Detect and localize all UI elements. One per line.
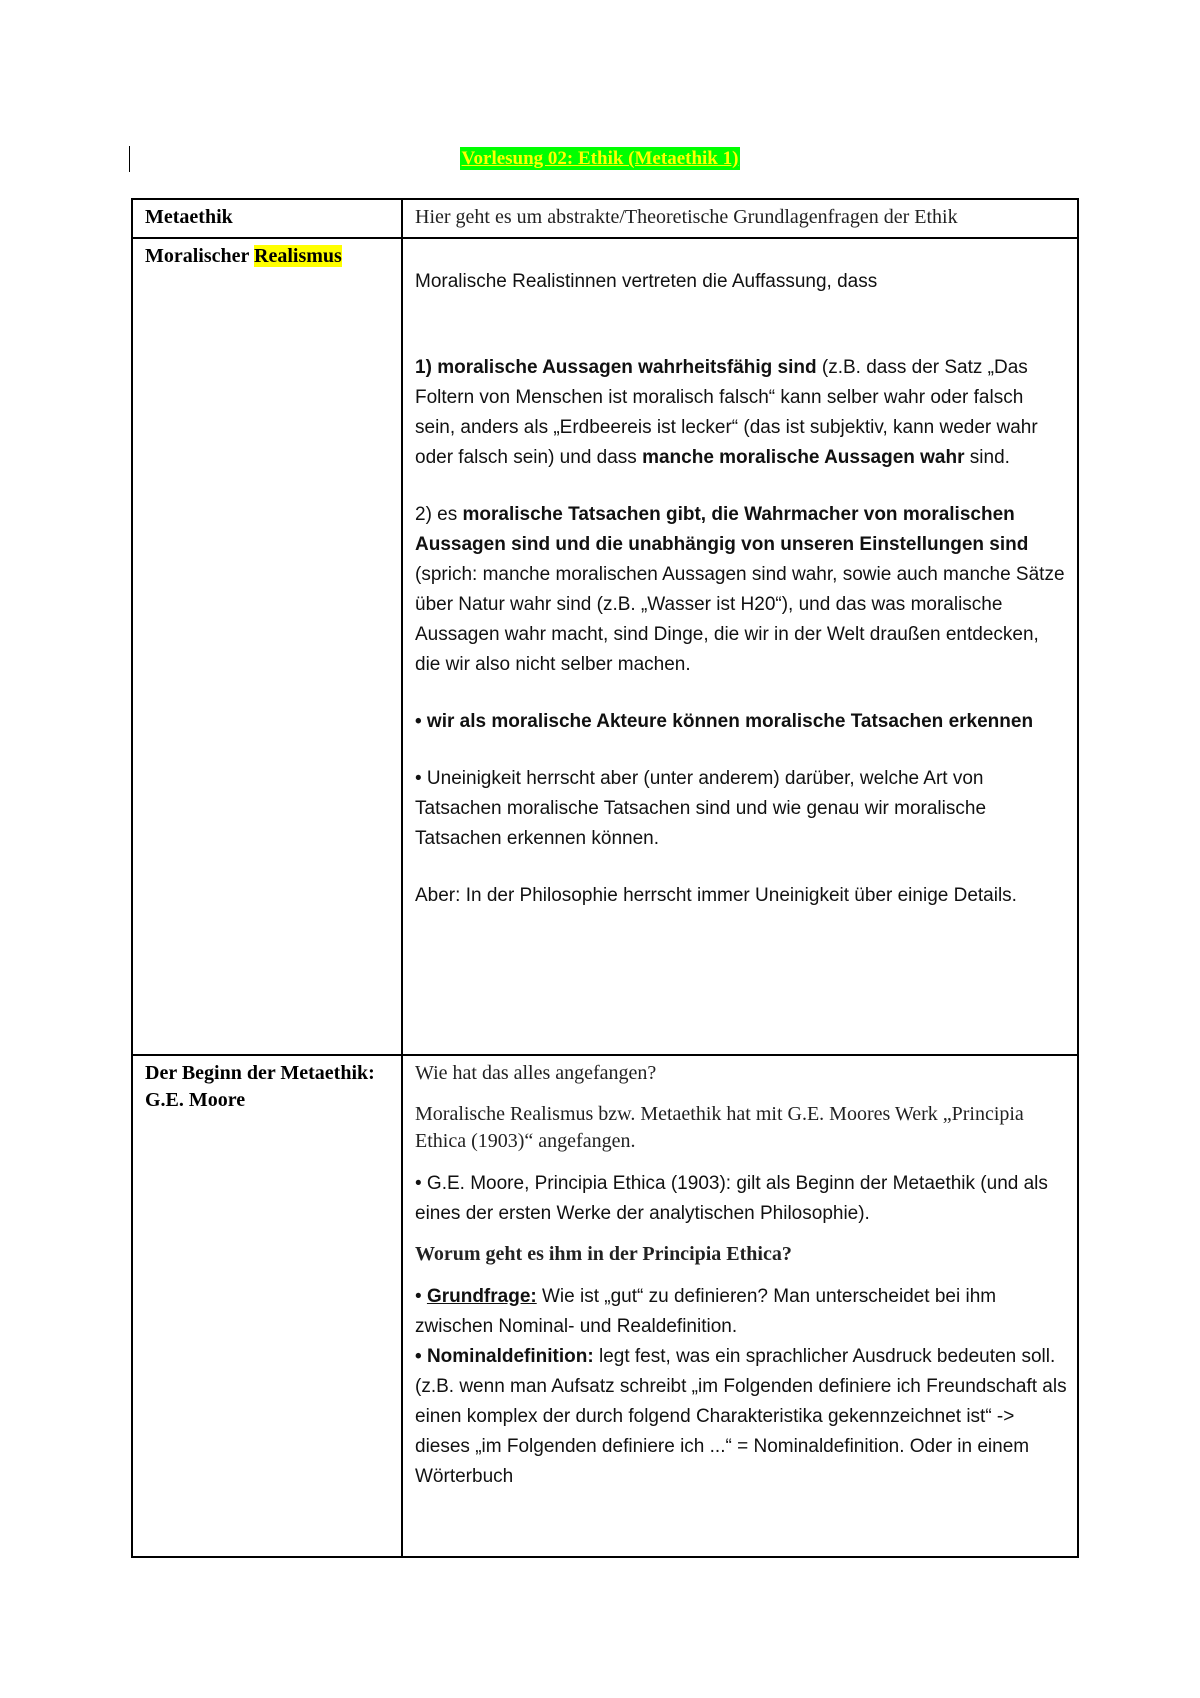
table-row bbox=[132, 199, 1078, 238]
bullet-nominaldefinition: • Nominaldefinition: legt fest, was ein sprachlicher Ausdruck bedeuten soll. (z.B. wenn man Aufsatz schreibt „im Folgenden definiere ich Freundschaft als einen komplex der durch folgend Charakteristika gekennzeichnet ist“ -> dieses „im Folgenden definiere ich ...“ = Nominaldefinition. Oder in einem Wörterbuch bbox=[415, 1346, 1067, 1487]
question-1: Wie hat das alles angefangen? bbox=[415, 1062, 657, 1084]
question-2: Worum geht es ihm in der Principia Ethica? bbox=[415, 1243, 792, 1265]
point-2: 2) es moralische Tatsachen gibt, die Wahrmacher von moralischen Aussagen sind und die unabhängig von unseren Einstellungen sind (sprich: manche moralischen Aussagen sind wahr, sowie auch manche Sätze über Natur wahr sind (z.B. „Wasser ist H20“), und das was moralische Aussagen wahr macht, sind Dinge, die wir in der Welt draußen entdecken, die wir also nicht selber machen. bbox=[415, 504, 1065, 675]
closing-text: Aber: In der Philosophie herrscht immer Uneinigkeit über einige Details. bbox=[415, 885, 1017, 906]
origin-text: Moralische Realismus bzw. Metaethik hat mit G.E. Moores Werk „Principia Ethica (1903)“ angefangen. bbox=[415, 1103, 1024, 1152]
bullet-grundfrage: • Grundfrage: Wie ist „gut“ zu definieren? Man unterscheidet bei ihm zwischen Nominal- und Realdefinition. bbox=[415, 1286, 997, 1337]
intro-text: Moralische Realistinnen vertreten die Auffassung, dass bbox=[415, 271, 878, 292]
term-label: Metaethik bbox=[145, 206, 233, 228]
term-cell bbox=[132, 238, 402, 1055]
term-cell bbox=[132, 1055, 402, 1557]
table-row bbox=[132, 1055, 1078, 1557]
definition-cell bbox=[402, 238, 1078, 1055]
term-label: Moralischer bbox=[145, 245, 255, 267]
bullet-recognize: • wir als moralische Akteure können moralische Tatsachen erkennen bbox=[415, 711, 1034, 732]
definition-text: Hier geht es um abstrakte/Theoretische Grundlagenfragen der Ethik bbox=[415, 206, 958, 228]
definition-cell bbox=[402, 1055, 1078, 1557]
bullet-moore: • G.E. Moore, Principia Ethica (1903): gilt als Beginn der Metaethik (und als eines der ersten Werke der analytischen Philosophie). bbox=[415, 1173, 1048, 1224]
page-title bbox=[0, 146, 1200, 172]
point-1: 1) moralische Aussagen wahrheitsfähig sind (z.B. dass der Satz „Das Foltern von Menschen ist moralisch falsch“ kann selber wahr oder falsch sein, anders als „Erdbeereis ist lecker“ (das ist subjektiv, kann weder wahr oder falsch sein) und dass manche moralische Aussagen wahr sind. bbox=[415, 357, 1038, 468]
table-row bbox=[132, 238, 1078, 1055]
definition-cell bbox=[402, 199, 1078, 238]
term-label: Der Beginn der Metaethik: G.E. Moore bbox=[145, 1062, 375, 1111]
title-text: Vorlesung 02: Ethik (Metaethik 1) bbox=[461, 148, 739, 169]
term-cell bbox=[132, 199, 402, 238]
term-highlight: Realismus bbox=[254, 245, 342, 267]
bullet-disagreement: • Uneinigkeit herrscht aber (unter anderem) darüber, welche Art von Tatsachen moralische Tatsachen sind und wie genau wir moralische Tatsachen erkennen können. bbox=[415, 768, 987, 849]
content-table bbox=[131, 198, 1079, 1558]
